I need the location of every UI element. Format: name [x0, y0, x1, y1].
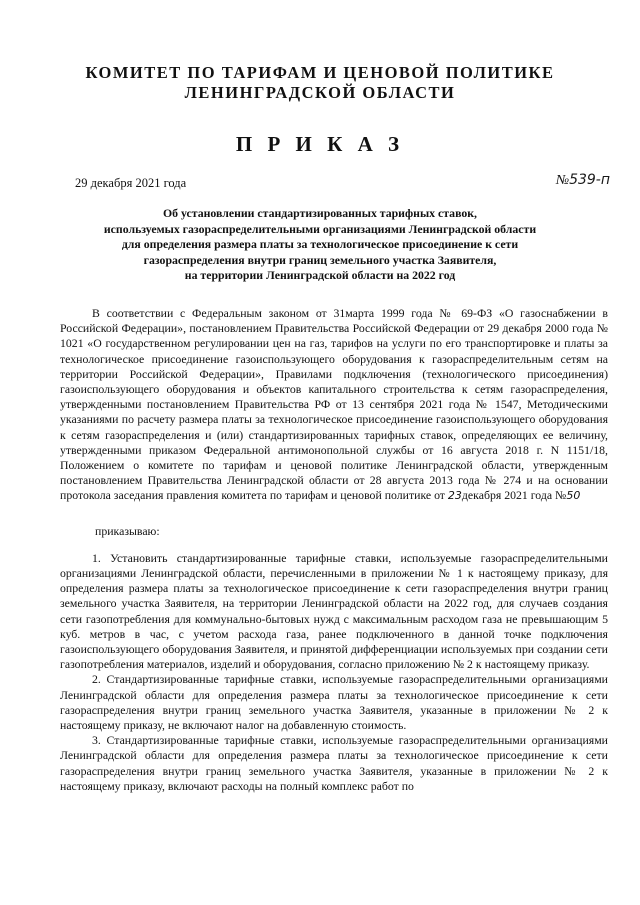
document-date: 29 декабря 2021 года: [75, 176, 187, 190]
preamble-text-mid: декабря 2021 года №: [461, 488, 567, 503]
subject-line: для определения размера платы за технологическое присоединение к сети: [121, 237, 519, 251]
preamble-text: В соответствии с Федеральным законом от 31марта 1999 года № 69-ФЗ «О газоснабжении в Российской Федерации», постановлением Правительства Российской Федерации от 29 декабря 2000 года № 1021 «О государственном регулировании цен на газ, тарифов на услуги по его транспортировке и платы за технологическое присоединение газоиспользующего оборудования к газораспределительным сетям на территории Российской Федерации», Правилами подключения (технологического присоединения) газоиспользующего оборудования и объектов капитального строительства к сетям газораспределения, утвержденными постановлением Правительства РФ от 13 сентября 2021 года № 1547, Методическими указаниями по расчету размера платы за технологическое присоединение газоиспользующего оборудования к сетям газораспределения и (или) стандартизированных тарифных ставок, определяющих ее величину, утвержденными приказом Федеральной антимонопольной службы от 16 августа 2018 г. N 1151/18, Положением о комитете по тарифам и ценовой политике Ленинградской области, утвержденным постановлением Правительства Ленинградской области от 28 августа 2013 года № 274 и на основании протокола заседания правления комитета по тарифам и ценовой политике от: [60, 306, 608, 503]
subject-line: Об установлении стандартизированных тарифных ставок,: [162, 206, 478, 220]
subject-line: используемых газораспределительными организациями Ленинградской области: [103, 221, 537, 236]
order-item-2: 2. Стандартизированные тарифные ставки, используемые газораспределительными организациями Ленинградской области для определения размера платы за технологическое присоединение к сети газораспределения внутри границ земельного участка Заявителя, указанные в приложении № 2 к настоящему приказу, не включают налог на добавленную стоимость.: [60, 672, 608, 733]
document-number: [556, 172, 610, 189]
org-line-1: КОМИТЕТ ПО ТАРИФАМ И ЦЕНОВОЙ ПОЛИТИКЕ: [85, 63, 555, 82]
document-subject: [90, 206, 550, 284]
order-item-1: 1. Установить стандартизированные тарифные ставки, используемые газораспределительными организациями Ленинградской области, перечисленными в приложении № 1 к настоящему приказу, для определения размера платы за технологическое присоединение к сети газораспределения внутри границ земельного участка Заявителя, на территории Ленинградской области на 2022 год, для случаев создания сети газопотребления для коммунально-бытовых нужд с максимальным расходом газа не превышающим 5 куб. метров в час, с учетом расхода газа, ранее подключенного в данной точке подключения газоиспользующего оборудования Заявителя, и принятой дифференциации используемых при создании сети газопотребления материалов, изделий и оборудования, согласно приложению № 2 к настоящему приказу.: [60, 550, 608, 672]
number-prefix: №: [555, 173, 570, 188]
subject-line: на территории Ленинградской области на 2022 год: [184, 268, 456, 282]
preamble-paragraph: [60, 306, 608, 504]
organization-name: [60, 63, 580, 103]
handwritten-day: 23: [447, 489, 462, 503]
org-line-2: ЛЕНИНГРАДСКОЙ ОБЛАСТИ: [184, 83, 456, 102]
document-title: П Р И К А З: [235, 132, 405, 156]
document-body: [60, 306, 608, 794]
handwritten-protocol-number: 50: [566, 489, 581, 503]
handwritten-number: 539-п: [569, 172, 610, 188]
order-item-3: 3. Стандартизированные тарифные ставки, используемые газораспределительными организациями Ленинградской области для определения размера платы за технологическое присоединение к сети газораспределения внутри границ земельного участка Заявителя, указанные в приложении № 2 к настоящему приказу, включают расходы на полный комплекс работ по: [60, 733, 608, 793]
subject-line: газораспределения внутри границ земельного участка Заявителя,: [143, 252, 497, 267]
order-word: приказываю:: [95, 523, 160, 538]
